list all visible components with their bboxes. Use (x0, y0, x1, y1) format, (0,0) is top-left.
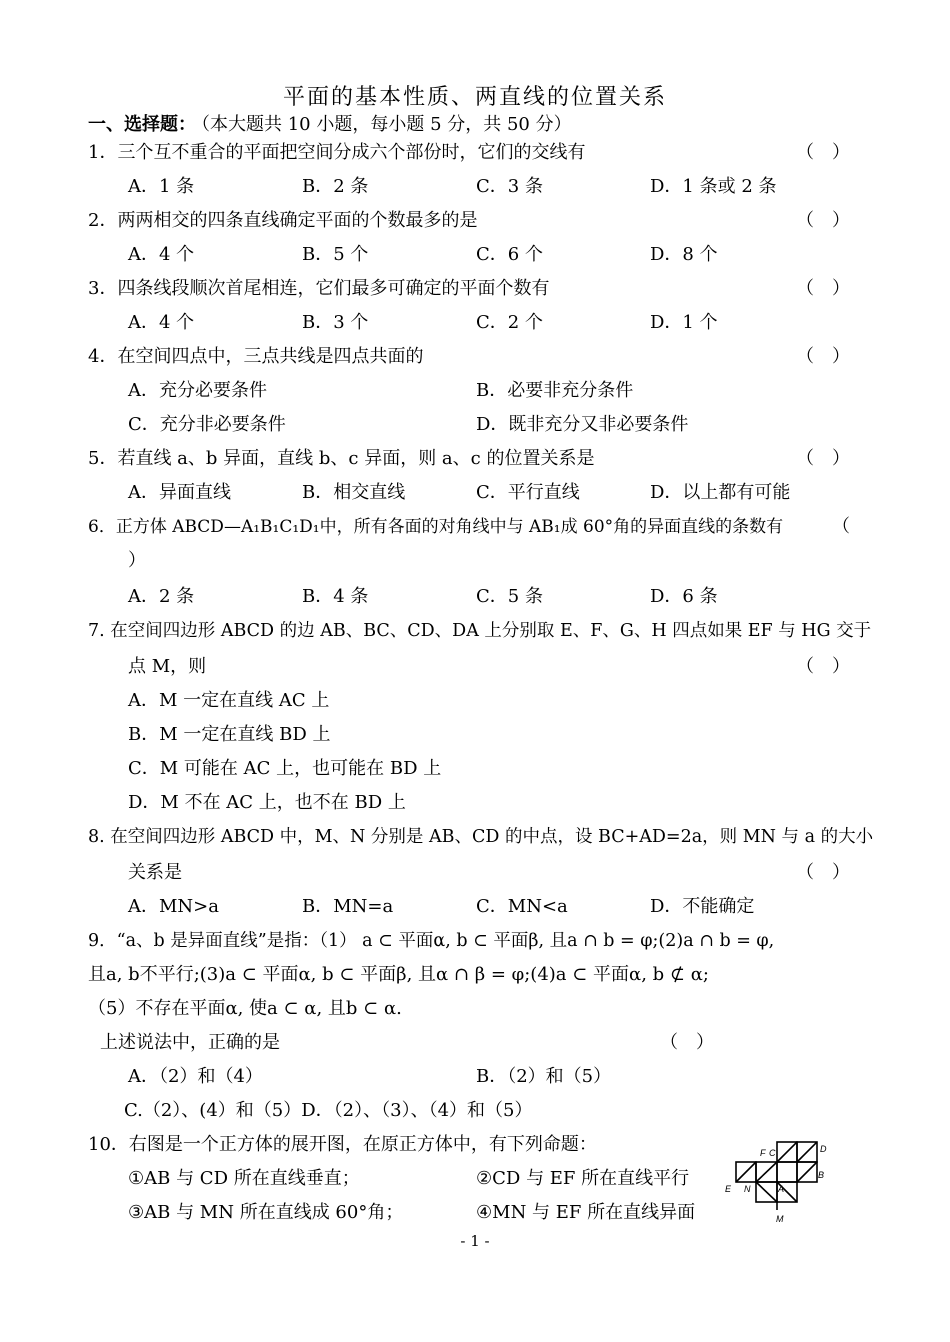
q5-option-d: D．以上都有可能 (650, 482, 791, 503)
q7-option-d: D．M 不在 AC 上，也不在 BD 上 (128, 792, 406, 813)
q5-option-a: A．异面直线 (128, 482, 231, 503)
q6-option-a: A．2 条 (128, 586, 195, 607)
q3-option-a: A．4 个 (128, 312, 195, 333)
q6-option-d: D．6 条 (650, 586, 718, 607)
fig-label-m: M (776, 1214, 784, 1224)
q3-option-d: D．1 个 (650, 312, 718, 333)
q4-option-b: B．必要非充分条件 (476, 380, 634, 401)
q2-answer-paren: （ ） (796, 210, 850, 231)
q8-option-d: D．不能确定 (650, 896, 755, 917)
q2-stem: 2．两两相交的四条直线确定平面的个数最多的是 (88, 210, 478, 231)
q7-stem-line1: 7. 在空间四边形 ABCD 的边 AB、BC、CD、DA 上分别取 E、F、G、H 四点如果 EF 与 HG 交于 (88, 621, 872, 641)
q2-option-d: D．8 个 (650, 244, 718, 265)
q1-option-b: B．2 条 (302, 176, 369, 197)
q8-stem-line2: 关系是 (128, 862, 182, 883)
section-label: 一、选择题： (88, 114, 196, 135)
fig-label-e: E (725, 1184, 732, 1194)
fig-label-n: N (744, 1184, 751, 1194)
section-note: （本大题共 10 小题，每小题 5 分，共 50 分） (192, 114, 572, 135)
q1-option-d: D．1 条或 2 条 (650, 176, 777, 197)
q9-line3: （5）不存在平面α, 使a ⊂ α, 且b ⊂ α. (88, 998, 402, 1019)
fig-label-d: D (820, 1144, 827, 1154)
q9-line2: 且a, b不平行;(3)a ⊂ 平面α, b ⊂ 平面β, 且α ∩ β = φ;(4)a ⊂ 平面α, b ⊄ α; (88, 964, 709, 985)
q10-proposition-1: ①AB 与 CD 所在直线垂直； (128, 1168, 360, 1189)
q10-proposition-4: ④MN 与 EF 所在直线异面 (476, 1202, 696, 1223)
q1-option-a: A．1 条 (128, 176, 195, 197)
page-number: - 1 - (460, 1232, 490, 1250)
q1-stem: 1．三个互不重合的平面把空间分成六个部份时，它们的交线有 (88, 142, 586, 163)
q5-option-b: B．相交直线 (302, 482, 406, 503)
q8-option-c: C．MN<a (476, 896, 568, 917)
q4-answer-paren: （ ） (796, 346, 850, 367)
q10-proposition-2: ②CD 与 EF 所在直线平行 (476, 1168, 690, 1189)
q1-answer-paren: （ ） (796, 142, 850, 163)
q7-answer-paren: （ ） (796, 656, 850, 677)
q7-option-c: C．M 可能在 AC 上，也可能在 BD 上 (128, 758, 442, 779)
fig-label-f: F (760, 1148, 766, 1158)
cube-net-figure (722, 1138, 832, 1228)
q7-stem-line2: 点 M，则 (128, 656, 207, 677)
q5-option-c: C．平行直线 (476, 482, 580, 503)
q8-option-a: A．MN>a (128, 896, 219, 917)
q6-paren-close: ） (128, 550, 146, 571)
q9-line1: 9．“a、b 是异面直线”是指：（1） a ⊂ 平面α, b ⊂ 平面β, 且a ∩ b = φ;(2)a ∩ b = φ, (88, 931, 775, 951)
q9-option-a: A．（2）和（4） (128, 1066, 263, 1087)
q8-option-b: B．MN=a (302, 896, 394, 917)
q7-option-b: B．M 一定在直线 BD 上 (128, 724, 331, 745)
q6-option-b: B．4 条 (302, 586, 369, 607)
fig-label-b: B (818, 1170, 825, 1180)
fig-label-a: A (778, 1184, 785, 1194)
q10-stem: 10．右图是一个正方体的展开图，在原正方体中，有下列命题： (88, 1134, 597, 1155)
q5-answer-paren: （ ） (796, 448, 850, 469)
q9-answer-paren: （ ） (660, 1032, 714, 1053)
q1-option-c: C．3 条 (476, 176, 543, 197)
q9-option-b: B．（2）和（5） (476, 1066, 612, 1087)
q3-option-b: B．3 个 (302, 312, 369, 333)
q3-stem: 3．四条线段顺次首尾相连，它们最多可确定的平面个数有 (88, 278, 550, 299)
page-title: 平面的基本性质、两直线的位置关系 (282, 85, 667, 110)
fig-label-c: C (769, 1148, 776, 1158)
q10-proposition-3: ③AB 与 MN 所在直线成 60°角； (128, 1202, 404, 1223)
q2-option-b: B．5 个 (302, 244, 369, 265)
q4-option-d: D．既非充分又非必要条件 (476, 414, 689, 435)
q2-option-a: A．4 个 (128, 244, 195, 265)
q4-option-a: A．充分必要条件 (128, 380, 267, 401)
q9-line4: 上述说法中，正确的是 (100, 1032, 280, 1053)
q7-option-a: A．M 一定在直线 AC 上 (128, 690, 330, 711)
q5-stem: 5．若直线 a、b 异面，直线 b、c 异面，则 a、c 的位置关系是 (88, 448, 595, 469)
q4-stem: 4．在空间四点中，三点共线是四点共面的 (88, 346, 424, 367)
q3-answer-paren: （ ） (796, 278, 850, 299)
q8-stem-line1: 8. 在空间四边形 ABCD 中，M、N 分别是 AB、CD 的中点，设 BC+AD=2a，则 MN 与 a 的大小 (88, 827, 874, 847)
q9-option-cd: C.（2）、(4）和（5）D．（2）、（3）、（4）和（5） (124, 1100, 533, 1121)
q3-option-c: C．2 个 (476, 312, 543, 333)
q4-option-c: C．充分非必要条件 (128, 414, 286, 435)
q6-option-c: C．5 条 (476, 586, 543, 607)
q2-option-c: C．6 个 (476, 244, 543, 265)
q6-stem: 6．正方体 ABCD—A₁B₁C₁D₁中，所有各面的对角线中与 AB₁成 60°角的异面直线的条数有 (88, 517, 784, 537)
q6-paren-open: （ (832, 516, 850, 537)
q8-answer-paren: （ ） (796, 862, 850, 883)
